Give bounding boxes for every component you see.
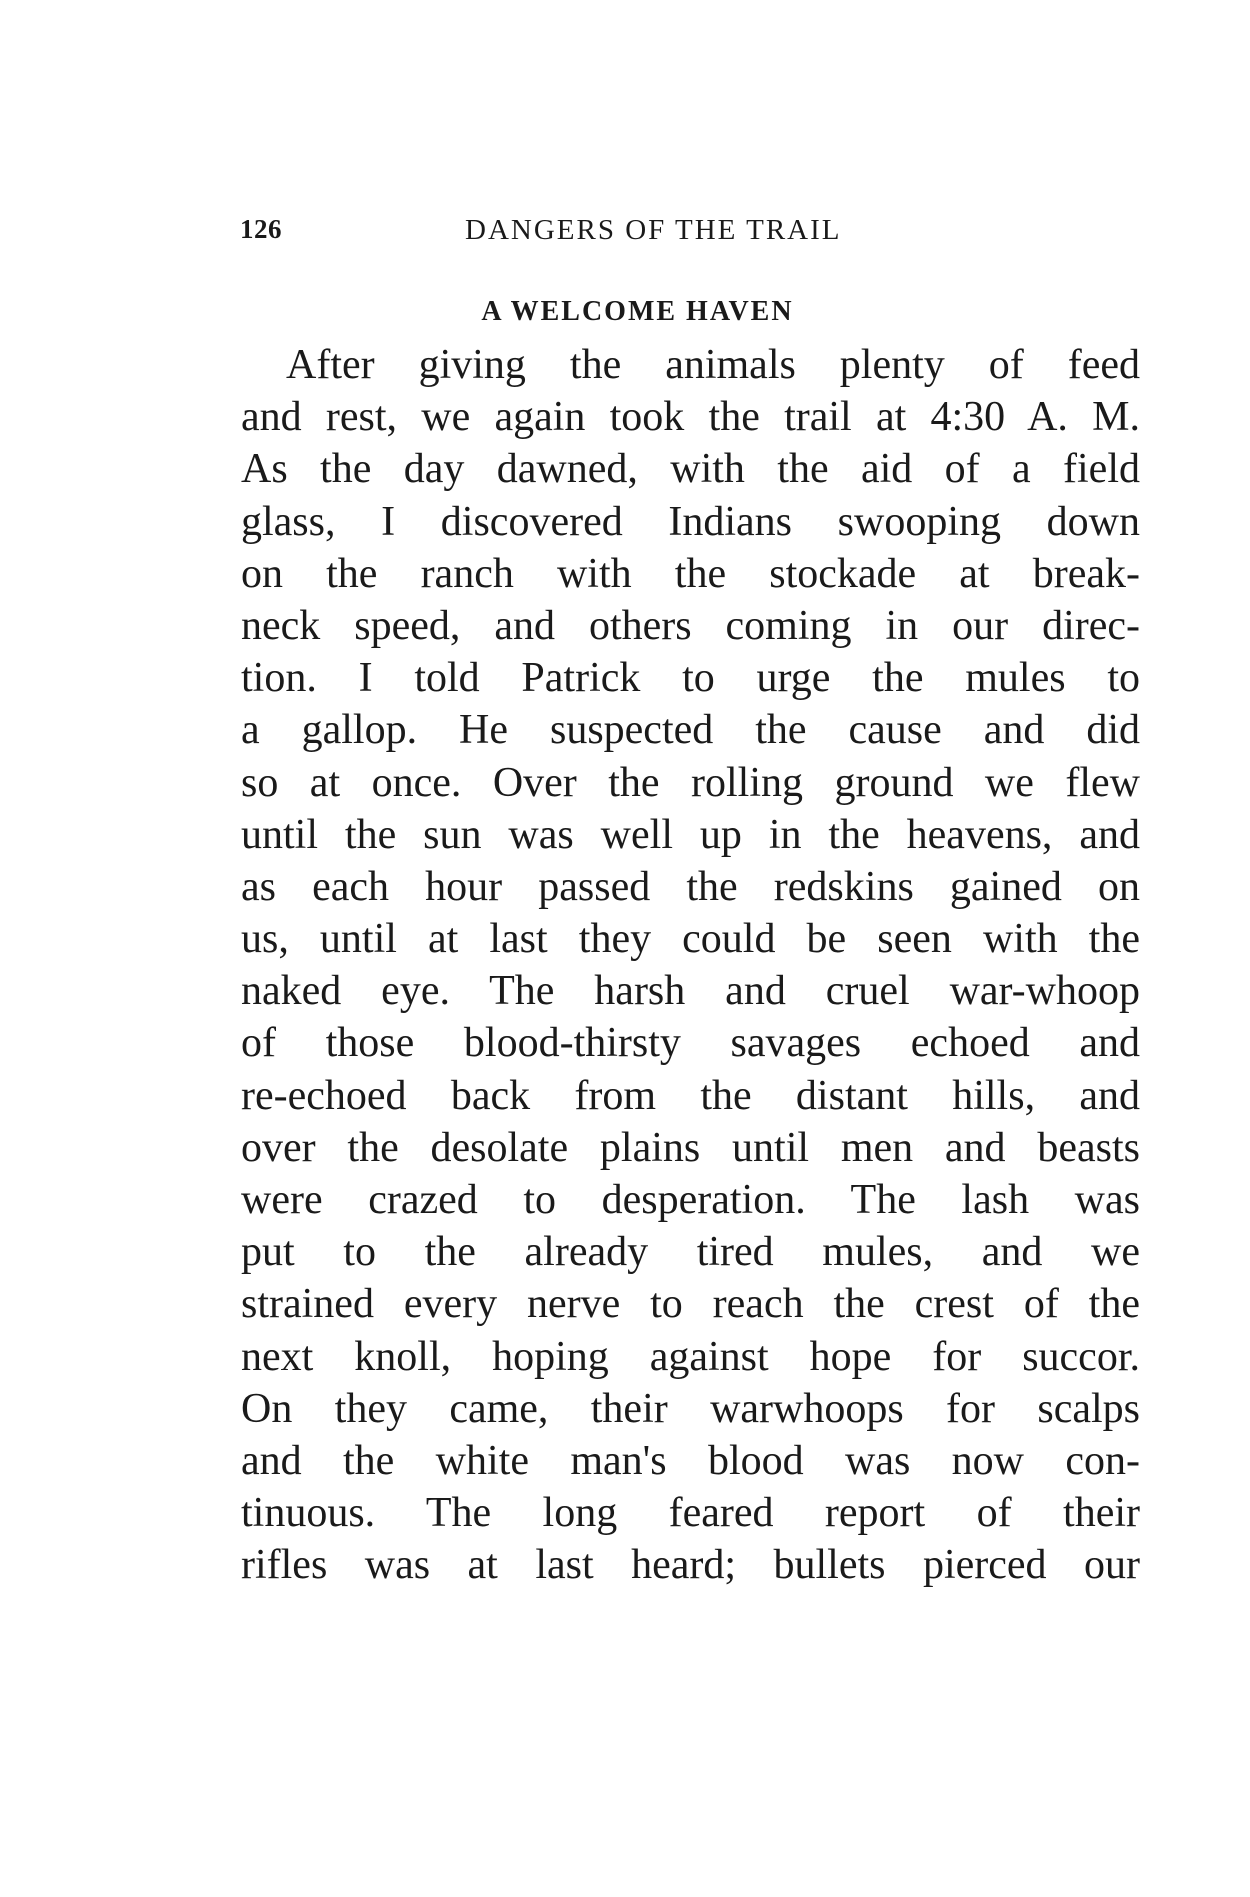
text-line: until the sun was well up in the heavens, and [241, 811, 1140, 858]
text-line: glass, I discovered Indians swooping down [241, 498, 1140, 545]
text-line: naked eye. The harsh and cruel war-whoop [241, 968, 1140, 1015]
text-line: neck speed, and others coming in our direc- [241, 602, 1140, 649]
text-line: and the white man's blood was now con- [241, 1437, 1140, 1484]
text-line: On they came, their warwhoops for scalps [241, 1385, 1140, 1432]
text-line: tinuous. The long feared report of their [241, 1490, 1140, 1537]
text-line: rifles was at last heard; bullets pierced our [241, 1542, 1140, 1589]
text-line: on the ranch with the stockade at break- [241, 550, 1140, 597]
section-title: A WELCOME HAVEN [481, 296, 794, 327]
body-text [241, 339, 1140, 1592]
text-line: so at once. Over the rolling ground we flew [241, 759, 1140, 806]
running-title: DANGERS OF THE TRAIL [465, 214, 842, 246]
text-line: over the desolate plains until men and beasts [241, 1124, 1140, 1171]
text-line: a gallop. He suspected the cause and did [241, 707, 1140, 754]
text-line: us, until at last they could be seen with the [241, 916, 1140, 963]
text-line: of those blood-thirsty savages echoed and [241, 1020, 1140, 1067]
text-line: re-echoed back from the distant hills, and [241, 1072, 1140, 1119]
text-line: were crazed to desperation. The lash was [241, 1177, 1140, 1223]
text-line: As the day dawned, with the aid of a field [241, 446, 1140, 493]
text-line: as each hour passed the redskins gained on [241, 863, 1140, 910]
text-line: strained every nerve to reach the crest of the [241, 1281, 1140, 1328]
text-line: put to the already tired mules, and we [241, 1229, 1140, 1276]
text-line: tion. I told Patrick to urge the mules to [241, 655, 1140, 702]
page-number: 126 [240, 214, 282, 244]
text-line: and rest, we again took the trail at 4:30 A. M. [241, 394, 1140, 441]
text-line: After giving the animals plenty of feed [286, 342, 1140, 388]
running-head [240, 214, 1140, 254]
text-line: next knoll, hoping against hope for succor. [241, 1333, 1140, 1380]
